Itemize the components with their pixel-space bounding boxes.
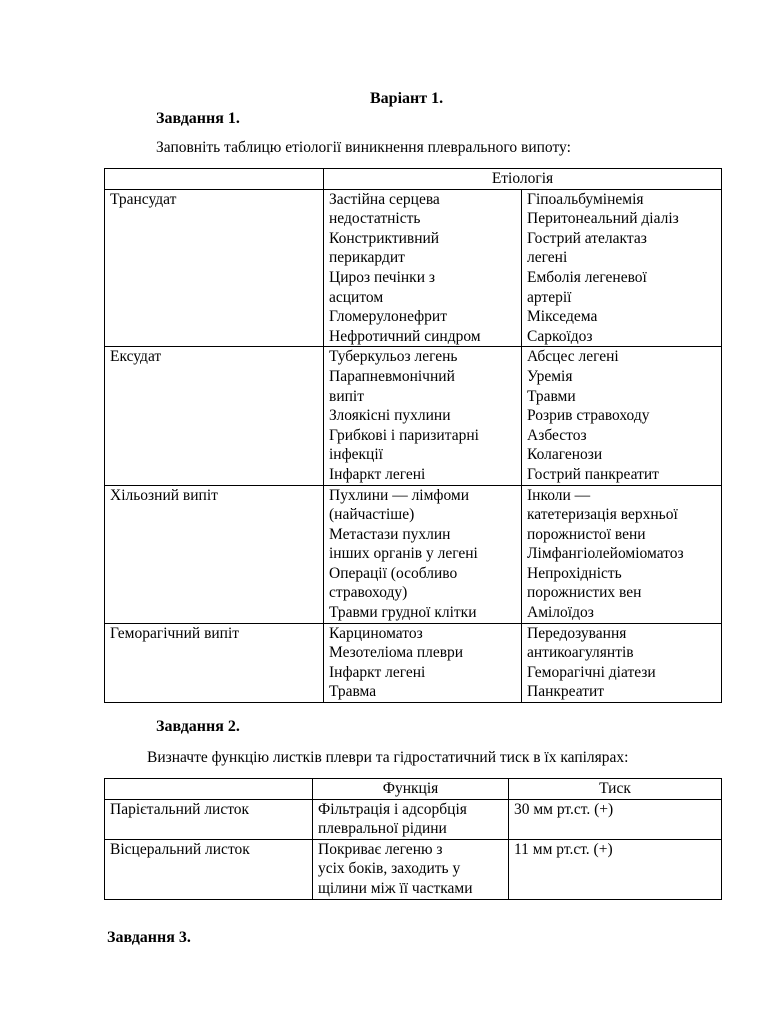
etiology-type-cell: Трансудат <box>105 189 324 347</box>
task3-heading: Завдання 3. <box>107 929 191 946</box>
pleura-name-cell: Вісцеральний листок <box>105 839 313 899</box>
pleura-header-function: Функція <box>313 779 509 800</box>
pleura-header-empty <box>105 779 313 800</box>
variant-title: Варіант 1. <box>370 90 444 107</box>
etiology-cause-line: Травми грудної клітки <box>329 604 477 622</box>
etiology-cause-cell <box>522 189 722 347</box>
etiology-row <box>105 485 722 623</box>
etiology-cause-line: інших органів у легені <box>329 545 478 563</box>
etiology-cause-line: Гіпоальбумінемія <box>527 190 644 208</box>
etiology-cause-line: Мезотеліома плеври <box>329 644 464 662</box>
etiology-cause-line: інфекції <box>329 446 383 464</box>
etiology-type-cell: Хільозний випіт <box>105 485 324 623</box>
pleura-function-cell <box>313 839 509 899</box>
etiology-cause-line: Передозування <box>527 624 627 642</box>
etiology-cause-cell <box>522 485 722 623</box>
etiology-cause-line: Карциноматоз <box>329 624 423 642</box>
etiology-cause-cell <box>324 189 522 347</box>
etiology-cause-cell <box>522 347 722 485</box>
etiology-cause-line: Операції (особливо <box>329 564 458 582</box>
pleura-row <box>105 839 722 899</box>
etiology-cause-line: Констриктивний <box>329 229 440 247</box>
etiology-cause-line: Гострий панкреатит <box>527 465 659 483</box>
etiology-cause-line: Злоякісні пухлини <box>329 407 451 425</box>
etiology-cause-line: Уремія <box>527 367 573 385</box>
etiology-cause-line: недостатність <box>329 210 421 228</box>
task1-intro: Заповніть таблицю етіології виникнення плеврального випоту: <box>156 139 571 156</box>
etiology-cause-line: стравоходу) <box>329 584 408 602</box>
pleura-function-line: плевральної рідини <box>318 820 447 838</box>
etiology-type-cell: Ексудат <box>105 347 324 485</box>
pleura-pressure-cell: 11 мм рт.ст. (+) <box>509 839 722 899</box>
etiology-header-empty <box>105 169 324 190</box>
etiology-cause-line: випіт <box>329 387 364 405</box>
etiology-row <box>105 347 722 485</box>
pleura-header-row <box>105 779 722 800</box>
pleura-row <box>105 799 722 839</box>
etiology-cause-line: Розрив стравоходу <box>527 407 650 425</box>
etiology-cause-line: порожнистих вен <box>527 584 642 602</box>
pleura-function-cell <box>313 799 509 839</box>
etiology-row <box>105 189 722 347</box>
etiology-cause-line: Грибкові і паризитарні <box>329 426 479 444</box>
etiology-cause-line: Гломерулонефрит <box>329 308 447 326</box>
etiology-cause-line: порожнистої вени <box>527 525 646 543</box>
etiology-header: Етіологія <box>324 169 722 190</box>
task2-intro: Визначте функцію листків плеври та гідростатичний тиск в їх капілярах: <box>147 749 629 766</box>
etiology-cause-line: Травми <box>527 387 576 405</box>
pleura-name-cell: Парієтальний листок <box>105 799 313 839</box>
etiology-header-row <box>105 169 722 190</box>
etiology-type-cell: Геморагічний випіт <box>105 623 324 702</box>
etiology-cause-line: Колагенози <box>527 446 603 464</box>
pleura-function-line: усіх боків, заходить у <box>318 860 461 878</box>
etiology-cause-line: Гострий ателактаз <box>527 229 647 247</box>
etiology-table <box>104 168 722 703</box>
etiology-cause-line: Парапневмонічний <box>329 367 455 385</box>
etiology-cause-line: Застійна серцева <box>329 190 440 208</box>
etiology-row <box>105 623 722 702</box>
etiology-cause-line: асцитом <box>329 288 384 306</box>
etiology-cause-line: Інфаркт легені <box>329 663 426 681</box>
etiology-cause-cell <box>324 485 522 623</box>
task2-heading: Завдання 2. <box>156 718 240 735</box>
pleura-header-pressure: Тиск <box>509 779 722 800</box>
pleura-pressure-cell: 30 мм рт.ст. (+) <box>509 799 722 839</box>
etiology-cause-line: Азбестоз <box>527 426 587 444</box>
etiology-body <box>105 189 722 702</box>
etiology-cause-line: Абсцес легені <box>527 348 619 366</box>
etiology-cause-line: Геморагічні діатези <box>527 663 656 681</box>
etiology-cause-line: Травма <box>329 683 377 701</box>
etiology-cause-line: Емболія легеневої <box>527 268 647 286</box>
etiology-cause-line: артерії <box>527 288 572 306</box>
task1-heading: Завдання 1. <box>156 110 240 127</box>
etiology-cause-line: легені <box>527 249 568 267</box>
etiology-cause-cell <box>324 347 522 485</box>
etiology-cause-line: Пухлини — лімфоми <box>329 486 470 504</box>
pleura-function-line: Фільтрація і адсорбція <box>318 800 467 818</box>
etiology-cause-line: Панкреатит <box>527 683 605 701</box>
etiology-cause-line: Саркоїдоз <box>527 327 593 345</box>
pleura-function-line: Покриває легеню з <box>318 840 443 858</box>
etiology-cause-line: антикоагулянтів <box>527 644 634 662</box>
etiology-cause-cell <box>324 623 522 702</box>
etiology-cause-line: катетеризація верхньої <box>527 506 678 524</box>
etiology-cause-line: Метастази пухлин <box>329 525 451 543</box>
etiology-cause-line: Лімфангіолейоміоматоз <box>527 545 684 563</box>
pleura-table <box>104 778 722 900</box>
etiology-cause-line: перикардит <box>329 249 405 267</box>
etiology-cause-line: Інколи — <box>527 486 591 504</box>
etiology-cause-line: Туберкульоз легень <box>329 348 458 366</box>
etiology-cause-line: (найчастіше) <box>329 506 415 524</box>
pleura-body <box>105 799 722 899</box>
etiology-cause-line: Інфаркт легені <box>329 465 426 483</box>
etiology-cause-line: Амілоїдоз <box>527 604 594 622</box>
pleura-function-line: щілини між її частками <box>318 879 473 897</box>
etiology-cause-line: Непрохідність <box>527 564 622 582</box>
etiology-cause-line: Нефротичний синдром <box>329 327 481 345</box>
etiology-cause-line: Цироз печінки з <box>329 268 435 286</box>
etiology-cause-cell <box>522 623 722 702</box>
etiology-cause-line: Мікседема <box>527 308 598 326</box>
etiology-cause-line: Перитонеальний діаліз <box>527 210 679 228</box>
